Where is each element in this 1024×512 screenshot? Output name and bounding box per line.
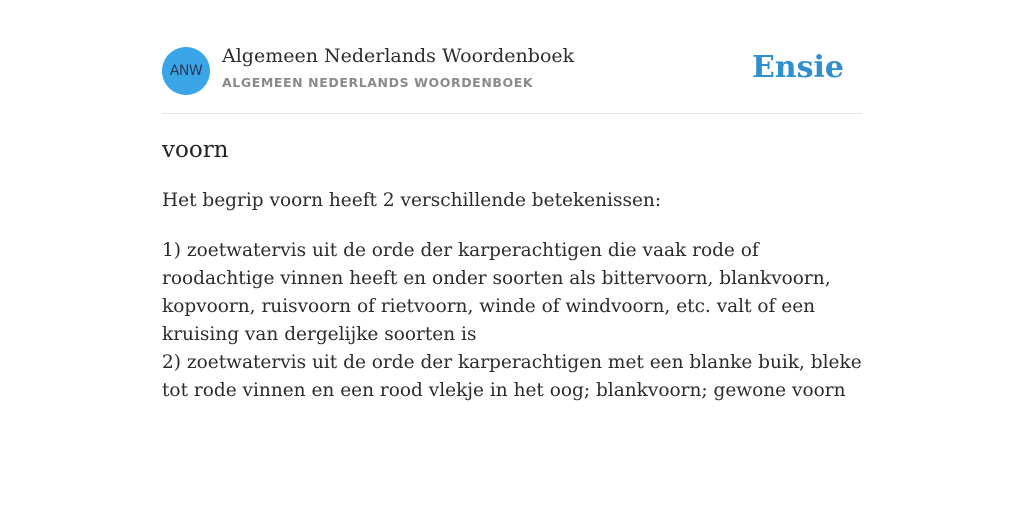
definition-list <box>162 237 862 405</box>
brand-logo[interactable]: Ensie <box>751 50 844 85</box>
entry-intro: Het begrip voorn heeft 2 verschillende betekenissen: <box>162 190 662 211</box>
definition-item-1: 1) zoetwatervis uit de orde der karperachtigen die vaak rode of roodachtige vinnen heeft en onder soorten als bittervoorn, blankvoorn, kopvoorn, ruisvoorn of rietvoorn, winde of windvoorn, etc. valt of een kruising van dergelijke soorten is <box>162 240 831 345</box>
entry-header <box>162 0 862 114</box>
source-subtitle: ALGEMEEN NEDERLANDS WOORDENBOEK <box>222 75 534 90</box>
entry-term: voorn <box>162 137 229 163</box>
source-title[interactable]: Algemeen Nederlands Woordenboek <box>222 45 575 67</box>
definition-item-2: 2) zoetwatervis uit de orde der karperachtigen met een blanke buik, bleke tot rode vinnen en een rood vlekje in het oog; blankvoorn; gewone voorn <box>162 352 862 401</box>
entry-card <box>162 0 862 401</box>
source-logo[interactable]: ANW <box>162 47 210 95</box>
